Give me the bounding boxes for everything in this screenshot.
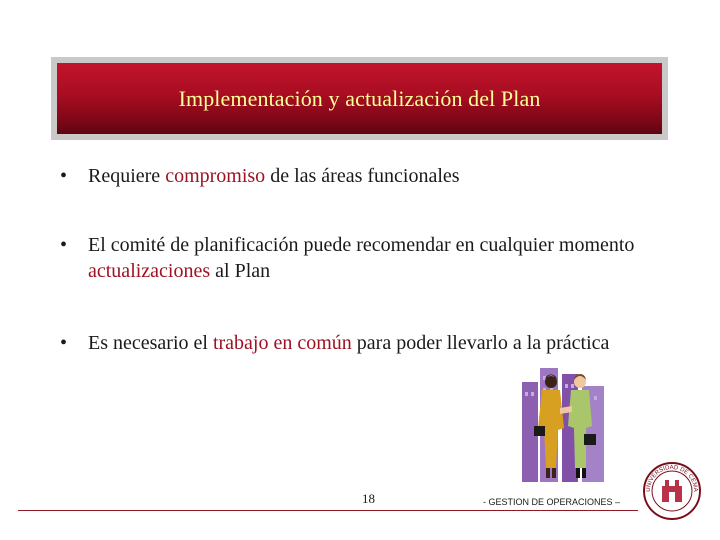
footer-divider [18, 510, 638, 511]
bullet-item [60, 330, 668, 356]
seal-text-path: UNIVERSIDAD DE CEMA [645, 464, 699, 492]
bullet-highlight: compromiso [165, 165, 266, 187]
slide-title: Implementación y actualización del Plan [178, 85, 541, 111]
bullet-symbol: • [60, 234, 68, 256]
bullet-symbol: • [60, 165, 68, 187]
bullet-text [60, 232, 668, 284]
bullet-symbol: • [60, 332, 68, 354]
bullet-text [60, 330, 668, 356]
bullet-text-part: de las áreas funcionales [265, 165, 460, 187]
bullet-text-part: para poder llevarlo a la práctica [351, 332, 610, 354]
bullet-highlight: actualizaciones [88, 260, 211, 282]
university-seal-icon [643, 462, 701, 520]
bullet-text [60, 163, 668, 189]
bullet-text-part: Requiere [88, 165, 166, 187]
bullet-text-part: al Plan [210, 260, 271, 282]
bullet-item [60, 163, 668, 189]
handshake-illustration-icon [518, 368, 612, 484]
page-number: 18 [362, 491, 375, 506]
bullet-text-part: El comité de planificación puede recomendar en cualquier momento [88, 234, 635, 256]
footer-label: - GESTION DE OPERACIONES – [483, 497, 621, 507]
bullet-highlight: trabajo en común [212, 332, 352, 354]
title-banner [57, 63, 662, 134]
bullet-text-part: Es necesario el [88, 332, 213, 354]
bullet-item [60, 232, 668, 284]
